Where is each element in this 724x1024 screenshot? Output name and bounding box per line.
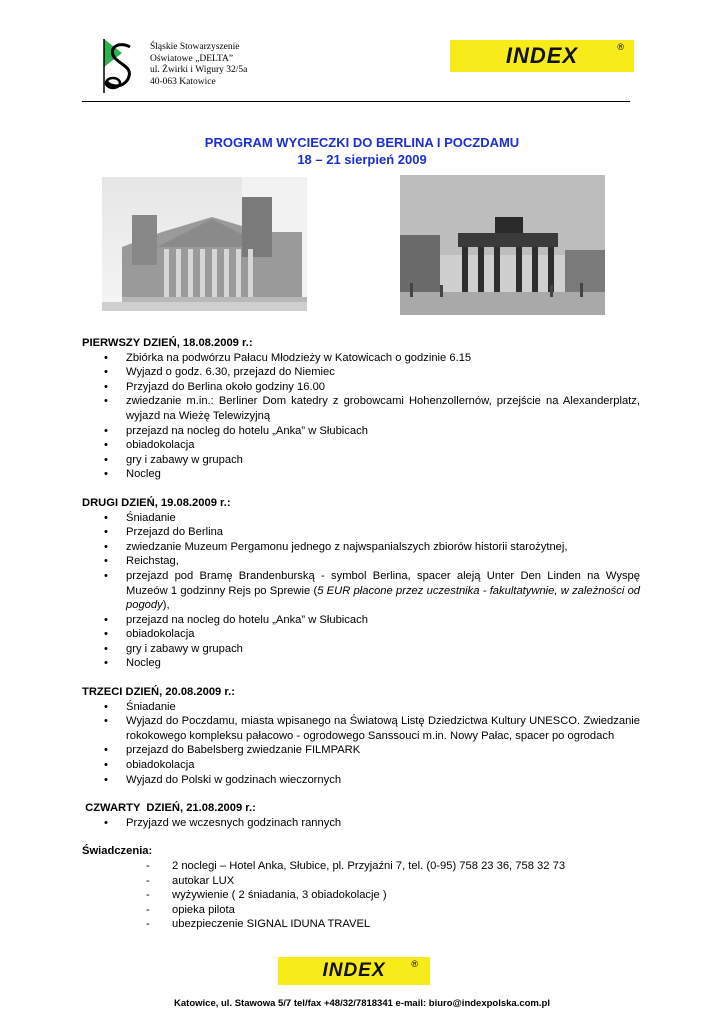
- list-item: • Śniadanie: [82, 700, 640, 715]
- list-item: • Przyjazd we wczesnych godzinach rannych: [82, 816, 640, 831]
- day4-list: [82, 816, 640, 831]
- list-item: • Przyjazd do Berlina około godziny 16.00: [82, 380, 640, 395]
- list-item: - 2 noclegi – Hotel Anka, Słubice, pl. Przyjaźni 7, tel. (0-95) 758 23 36, 758 32 73: [82, 859, 640, 874]
- header-divider: [82, 101, 630, 102]
- list-item: • obiadokolacja: [82, 438, 640, 453]
- day-heading: PIERWSZY DZIEŃ, 18.08.2009 r.:: [82, 337, 253, 349]
- list-item: • zwiedzanie m.in.: Berliner Dom katedry z grobowcami Hohenzollernów, przejście na Alexanderplatz, wyjazd na Wieżę Telewizyjną: [82, 394, 640, 423]
- list-item: • Wyjazd o godz. 6.30, przejazd do Niemiec: [82, 365, 640, 380]
- item-text-end: ),: [162, 599, 170, 612]
- org-line: Śląskie Stowarzyszenie: [150, 42, 240, 52]
- list-item: • Przejazd do Berlina: [82, 525, 640, 540]
- day-heading: TRZECI DZIEŃ, 20.08.2009 r.:: [82, 686, 235, 699]
- footer-contact: Katowice, ul. Stawowa 5/7 tel/fax +48/32/7818341 e-mail: biuro@indexpolska.com.pl: [174, 998, 550, 1009]
- brandenburg-gate-photo: [400, 175, 605, 315]
- list-item: • Nocleg: [82, 656, 640, 671]
- list-item: • obiadokolacja: [82, 627, 640, 642]
- day1-list: [82, 351, 640, 482]
- list-item: • Śniadanie: [82, 511, 640, 526]
- list-item: • Reichstag,: [82, 554, 640, 569]
- list-item: • przejazd do Babelsberg zwiedzanie FILMPARK: [82, 743, 640, 758]
- list-item: - opieka pilota: [82, 903, 640, 918]
- org-line: Oświatowe „DELTA”: [150, 53, 234, 64]
- list-item: [82, 569, 640, 613]
- list-item: • Wyjazd do Poczdamu, miasta wpisanego na Światową Listę Dziedzictwa Kultury UNESCO. Zwiedzanie rokokowego kompleksu pałacowo - ogrodowego Sanssouci m.in. Nowy Pałac, spacer po ogrodach: [82, 714, 640, 743]
- list-item: - ubezpieczenie SIGNAL IDUNA TRAVEL: [82, 917, 640, 932]
- index-brand-text: INDEX: [505, 43, 579, 68]
- list-item: • gry i zabawy w grupach: [82, 453, 640, 468]
- list-item: • Zbiórka na podwórzu Pałacu Młodzieży w Katowicach o godzinie 6.15: [82, 351, 640, 366]
- index-logo-header: [450, 40, 634, 72]
- italic-note: 5 EUR płacone przez uczestnika - fakultatywnie, w zależności od pogody: [126, 584, 641, 612]
- page-title: PROGRAM WYCIECZKI DO BERLINA I POCZDAMU: [204, 135, 520, 150]
- index-logo-footer: [278, 957, 430, 985]
- delta-logo-icon: [100, 37, 142, 95]
- org-line: 40-063 Katowice: [150, 76, 216, 87]
- item-text: przejazd pod Bramę Brandenburską - symbol Berlina, spacer aleją Unter Den Linden na Wyspę Muzeów 1 godzinny Rejs po Sprewie (: [126, 569, 640, 597]
- list-item: • gry i zabawy w grupach: [82, 642, 640, 657]
- list-item: • Nocleg: [82, 467, 640, 482]
- services-heading: Świadczenia:: [82, 845, 153, 858]
- org-line: ul. Żwirki i Wigury 32/5a: [150, 65, 248, 75]
- list-item: - autokar LUX: [82, 874, 640, 889]
- index-brand-text: INDEX: [322, 960, 386, 981]
- registered-mark: ®: [617, 42, 624, 52]
- list-item: • przejazd na nocleg do hotelu „Anka” w Słubicach: [82, 424, 640, 439]
- day-heading: DRUGI DZIEŃ, 19.08.2009 r.:: [82, 496, 231, 509]
- day3-list: [82, 700, 640, 788]
- day-heading: CZWARTY DZIEŃ, 21.08.2009 r.:: [82, 802, 256, 815]
- list-item: • zwiedzanie Muzeum Pergamonu jednego z najwspanialszych zbiorów historii starożytnej,: [82, 540, 640, 555]
- reichstag-photo: [102, 177, 307, 311]
- day2-list: [82, 511, 640, 672]
- organization-address: [150, 42, 247, 88]
- services-list: [82, 859, 640, 932]
- list-item: • przejazd na nocleg do hotelu „Anka” w Słubicach: [82, 613, 640, 628]
- itinerary: [82, 336, 640, 932]
- page-subtitle: 18 – 21 sierpień 2009: [297, 152, 427, 167]
- list-item: • Wyjazd do Polski w godzinach wieczornych: [82, 773, 640, 788]
- registered-mark: ®: [411, 959, 418, 969]
- list-item: - wyżywienie ( 2 śniadania, 3 obiadokolacje ): [82, 888, 640, 903]
- list-item: • obiadokolacja: [82, 758, 640, 773]
